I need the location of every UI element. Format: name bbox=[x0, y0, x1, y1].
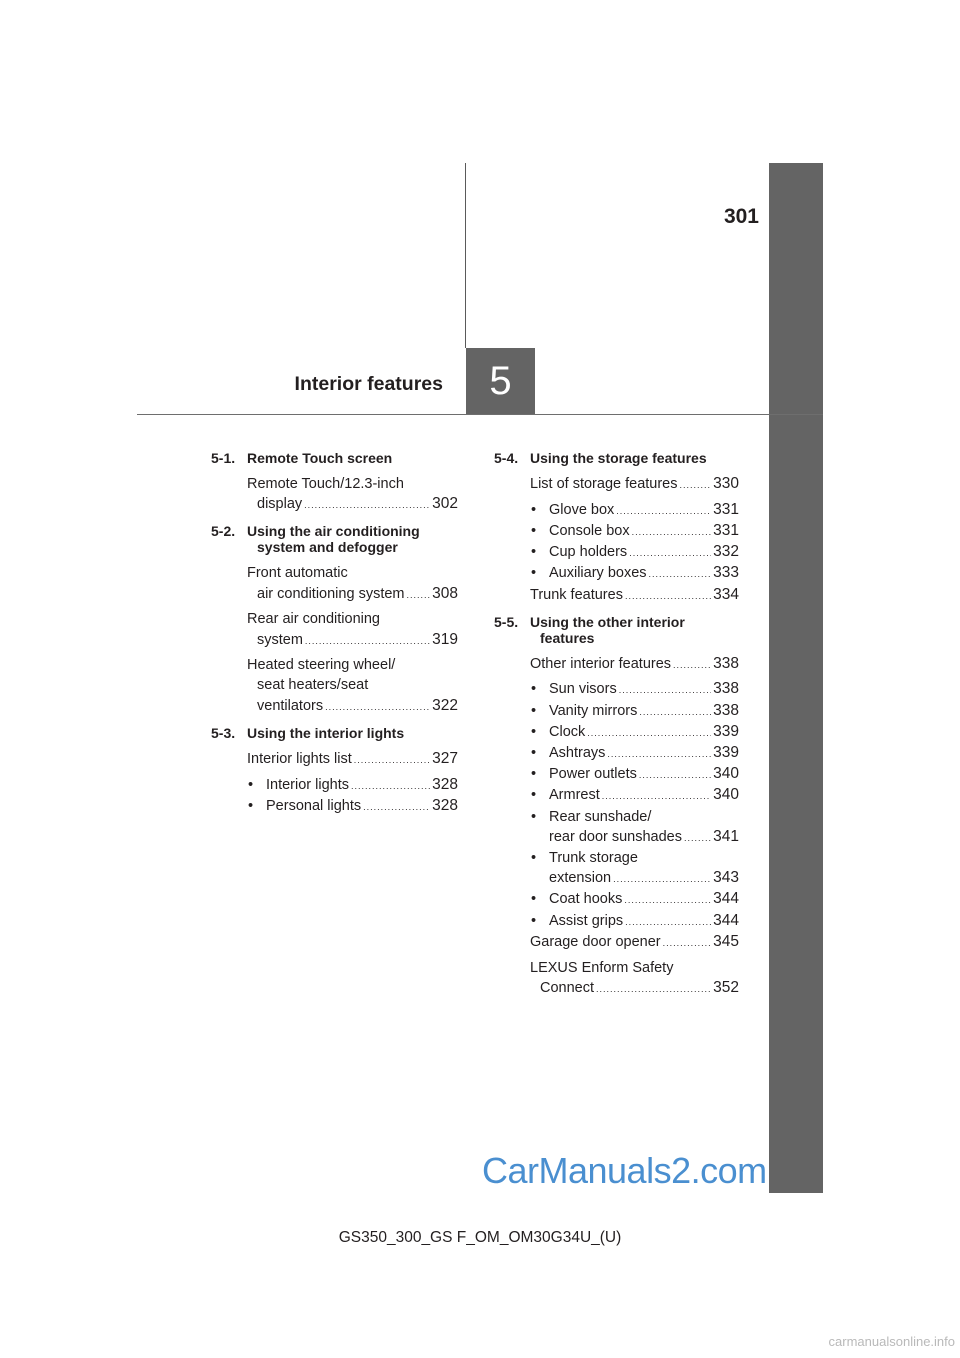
page-number: 301 bbox=[723, 205, 759, 228]
entry-page: 327 bbox=[432, 749, 458, 767]
entry-page: 338 bbox=[713, 680, 739, 698]
leader-dots bbox=[602, 786, 711, 806]
section-entries bbox=[247, 563, 458, 716]
entry-label-cont: extension bbox=[549, 870, 612, 887]
section-number: 5-5. bbox=[494, 613, 519, 630]
entry-label: Clock bbox=[549, 723, 586, 740]
entry-line bbox=[530, 764, 739, 785]
entry-label: Interior lights bbox=[266, 776, 350, 793]
entry-label: Remote Touch/12.3-inch bbox=[247, 476, 404, 492]
section-heading-row bbox=[211, 523, 458, 555]
toc-left-column bbox=[211, 450, 458, 825]
toc-entry[interactable] bbox=[530, 474, 739, 495]
entry-label: Power outlets bbox=[549, 766, 637, 783]
section-title: Using the storage features bbox=[530, 450, 707, 466]
entry-page: 340 bbox=[713, 786, 739, 804]
leader-dots bbox=[673, 655, 711, 675]
section-entries bbox=[530, 474, 739, 606]
leader-dots bbox=[305, 631, 430, 651]
entry-label: Ashtrays bbox=[549, 745, 606, 762]
section-title: Using the other interior bbox=[530, 613, 685, 630]
entry-label: Trunk storage bbox=[549, 850, 638, 867]
toc-sub-entry[interactable] bbox=[530, 701, 739, 722]
leader-dots bbox=[304, 495, 430, 515]
section-title: Using the air conditioning bbox=[247, 523, 420, 540]
entry-label: Trunk features bbox=[530, 586, 623, 603]
toc-entry[interactable] bbox=[530, 958, 739, 999]
entry-label-cont: seat heaters/seat bbox=[257, 677, 369, 694]
section-number: 5-3. bbox=[211, 724, 236, 741]
entry-line bbox=[247, 630, 458, 651]
bullet-icon: • bbox=[531, 891, 537, 908]
entry-line bbox=[530, 743, 739, 764]
entry-line bbox=[530, 827, 739, 848]
entry-page: 344 bbox=[713, 890, 739, 908]
entry-label: Coat hooks bbox=[549, 891, 623, 908]
entry-label: Assist grips bbox=[549, 912, 624, 929]
entry-line bbox=[247, 696, 458, 717]
section-entries bbox=[247, 749, 458, 817]
bullet-icon: • bbox=[531, 745, 537, 762]
section-title-block bbox=[247, 523, 458, 555]
entry-page: 308 bbox=[432, 584, 458, 602]
leader-dots bbox=[629, 543, 711, 563]
bullet-icon: • bbox=[531, 912, 537, 929]
entry-page: 345 bbox=[713, 932, 739, 950]
leader-dots bbox=[619, 680, 711, 700]
entry-line bbox=[530, 563, 739, 584]
entry-line bbox=[530, 848, 739, 868]
entry-line bbox=[530, 654, 739, 675]
entry-line bbox=[247, 584, 458, 605]
leader-dots bbox=[607, 744, 711, 764]
leader-dots bbox=[663, 933, 712, 953]
section-title-cont: features bbox=[540, 629, 595, 646]
entry-page: 338 bbox=[713, 701, 739, 719]
toc-entry[interactable] bbox=[247, 749, 458, 770]
leader-dots bbox=[639, 702, 711, 722]
bullet-icon: • bbox=[531, 702, 537, 719]
entry-page: 330 bbox=[713, 475, 739, 492]
leader-dots bbox=[613, 869, 711, 889]
toc-sub-entry[interactable] bbox=[530, 679, 739, 700]
entry-page: 332 bbox=[713, 543, 739, 561]
entry-line bbox=[530, 807, 739, 827]
entry-label: Glove box bbox=[549, 501, 615, 518]
toc-sub-entry[interactable] bbox=[530, 743, 739, 764]
entry-line bbox=[530, 585, 739, 606]
leader-dots bbox=[407, 585, 431, 605]
entry-line bbox=[247, 655, 458, 675]
bullet-icon: • bbox=[531, 723, 537, 740]
entry-label: Front automatic bbox=[247, 565, 348, 582]
entry-line bbox=[530, 868, 739, 889]
entry-label-cont: ventilators bbox=[257, 697, 324, 714]
entry-page: 352 bbox=[713, 978, 739, 996]
section-number: 5-1. bbox=[211, 450, 236, 466]
entry-label: List of storage features bbox=[530, 476, 678, 492]
toc-sub-entry[interactable] bbox=[247, 775, 458, 796]
chapter-number: 5 bbox=[489, 358, 512, 403]
toc-entry[interactable] bbox=[530, 932, 739, 953]
entry-page: 322 bbox=[432, 696, 458, 714]
section-number: 5-4. bbox=[494, 450, 519, 466]
leader-dots bbox=[684, 828, 711, 848]
entry-page: 343 bbox=[713, 869, 739, 887]
section-heading-row bbox=[494, 450, 739, 466]
entry-line bbox=[530, 911, 739, 932]
toc-sub-entry[interactable] bbox=[530, 542, 739, 563]
toc-sub-entry[interactable] bbox=[530, 889, 739, 910]
entry-label-cont: display bbox=[257, 496, 303, 513]
entry-page: 339 bbox=[713, 722, 739, 740]
entry-label-cont: rear door sunshades bbox=[549, 828, 682, 845]
bullet-icon: • bbox=[531, 681, 537, 698]
leader-dots bbox=[625, 586, 711, 606]
toc-right-column bbox=[494, 450, 739, 1007]
leader-dots bbox=[649, 564, 712, 584]
toc-entry[interactable] bbox=[247, 474, 458, 515]
entry-page: 319 bbox=[432, 630, 458, 648]
bullet-icon: • bbox=[531, 787, 537, 804]
entry-label: Personal lights bbox=[266, 797, 362, 814]
entry-page: 328 bbox=[432, 775, 458, 793]
entry-page: 340 bbox=[713, 765, 739, 783]
section-title: Using the interior lights bbox=[247, 724, 405, 741]
entry-line bbox=[530, 474, 739, 495]
section-title-block bbox=[247, 725, 458, 741]
divider-vertical bbox=[465, 163, 466, 348]
bullet-icon: • bbox=[248, 797, 254, 814]
entry-page: 334 bbox=[713, 585, 739, 603]
bullet-icon: • bbox=[531, 522, 537, 539]
toc-entry[interactable] bbox=[530, 654, 739, 675]
entry-line bbox=[247, 675, 458, 695]
entry-label: LEXUS Enform Safety bbox=[530, 959, 674, 976]
leader-dots bbox=[680, 475, 712, 495]
entry-page: 331 bbox=[713, 500, 739, 518]
entry-label-cont: Connect bbox=[540, 979, 595, 996]
section-entries bbox=[247, 474, 458, 515]
bullet-icon: • bbox=[531, 501, 537, 518]
toc-sub-entry[interactable] bbox=[530, 722, 739, 743]
toc-entry[interactable] bbox=[530, 585, 739, 606]
leader-dots bbox=[325, 697, 430, 717]
leader-dots bbox=[363, 797, 430, 817]
chapter-number-box bbox=[466, 348, 535, 414]
section-title: Remote Touch screen bbox=[247, 450, 393, 466]
footer-code: GS350_300_GS F_OM_OM30G34U_(U) bbox=[338, 1229, 622, 1246]
entry-line bbox=[247, 796, 458, 817]
bullet-icon: • bbox=[531, 544, 537, 561]
divider-horizontal bbox=[137, 414, 823, 415]
entry-label: Heated steering wheel/ bbox=[247, 657, 396, 674]
toc-sub-entry[interactable] bbox=[530, 563, 739, 584]
entry-line bbox=[530, 521, 739, 542]
toc-section-heading bbox=[211, 725, 458, 741]
leader-dots bbox=[616, 501, 711, 521]
entry-line bbox=[247, 749, 458, 770]
entry-page: 331 bbox=[713, 521, 739, 539]
entry-line bbox=[530, 679, 739, 700]
entry-line bbox=[530, 542, 739, 563]
leader-dots bbox=[354, 750, 430, 770]
toc-entry[interactable] bbox=[247, 609, 458, 650]
leader-dots bbox=[625, 912, 711, 932]
leader-dots bbox=[639, 765, 711, 785]
watermark-footer: carmanualsonline.info bbox=[828, 1334, 955, 1349]
entry-line bbox=[530, 722, 739, 743]
entry-page: 341 bbox=[713, 827, 739, 845]
section-entries bbox=[530, 654, 739, 999]
chapter-title: Interior features bbox=[294, 373, 443, 395]
leader-dots bbox=[624, 890, 711, 910]
section-title-block bbox=[247, 450, 458, 466]
section-title-block bbox=[530, 614, 739, 646]
section-heading-row bbox=[211, 450, 458, 466]
entry-label: Other interior features bbox=[530, 655, 672, 672]
toc-sub-entry[interactable] bbox=[530, 500, 739, 521]
entry-page: 302 bbox=[432, 495, 458, 513]
entry-label: Vanity mirrors bbox=[549, 702, 638, 719]
section-heading-row bbox=[494, 614, 739, 646]
bullet-icon: • bbox=[531, 766, 537, 783]
leader-dots bbox=[596, 979, 711, 999]
chapter-tab-bar bbox=[769, 163, 823, 1193]
entry-page: 333 bbox=[713, 564, 739, 582]
leader-dots bbox=[351, 776, 430, 796]
section-number: 5-2. bbox=[211, 523, 236, 540]
entry-page: 328 bbox=[432, 796, 458, 814]
entry-page: 338 bbox=[713, 654, 739, 672]
toc-section-heading bbox=[494, 450, 739, 466]
entry-label: Rear air conditioning bbox=[247, 611, 380, 628]
entry-line bbox=[247, 775, 458, 796]
entry-line bbox=[530, 701, 739, 722]
entry-line bbox=[530, 932, 739, 953]
toc-entry[interactable] bbox=[247, 563, 458, 604]
entry-label: Rear sunshade/ bbox=[549, 808, 652, 825]
toc-sub-entry[interactable] bbox=[530, 848, 739, 889]
entry-label-cont: air conditioning system bbox=[257, 585, 405, 602]
toc-sub-entry[interactable] bbox=[530, 764, 739, 785]
bullet-icon: • bbox=[531, 850, 537, 867]
entry-page: 339 bbox=[713, 744, 739, 762]
entry-label: Sun visors bbox=[549, 681, 617, 698]
toc-sub-entry[interactable] bbox=[530, 785, 739, 806]
entry-line bbox=[530, 889, 739, 910]
entry-label: Console box bbox=[549, 522, 630, 539]
entry-line bbox=[247, 474, 458, 494]
section-heading-row bbox=[211, 725, 458, 741]
entry-line bbox=[530, 978, 739, 999]
entry-line bbox=[530, 785, 739, 806]
entry-label: Armrest bbox=[549, 787, 600, 804]
entry-line bbox=[530, 500, 739, 521]
entry-line bbox=[247, 494, 458, 515]
toc-section-heading bbox=[494, 614, 739, 646]
entry-line bbox=[530, 958, 739, 978]
toc-entry[interactable] bbox=[247, 655, 458, 717]
section-title-block bbox=[530, 450, 739, 466]
toc-sub-entry[interactable] bbox=[530, 911, 739, 932]
entry-label: Garage door opener bbox=[530, 933, 661, 950]
section-title-cont: system and defogger bbox=[257, 539, 398, 556]
entry-page: 344 bbox=[713, 911, 739, 929]
toc-section-heading bbox=[211, 450, 458, 466]
bullet-icon: • bbox=[531, 565, 537, 582]
entry-label-cont: system bbox=[257, 631, 303, 648]
watermark-logo: CarManuals2.com bbox=[482, 1150, 767, 1191]
entry-label: Interior lights list bbox=[247, 750, 352, 767]
entry-label: Auxiliary boxes bbox=[549, 565, 647, 582]
toc-sub-entry[interactable] bbox=[530, 807, 739, 848]
entry-line bbox=[247, 563, 458, 583]
leader-dots bbox=[632, 522, 712, 542]
entry-label: Cup holders bbox=[549, 544, 628, 561]
entry-line bbox=[247, 609, 458, 629]
leader-dots bbox=[587, 723, 711, 743]
bullet-icon: • bbox=[531, 808, 537, 825]
toc-sub-entry[interactable] bbox=[530, 521, 739, 542]
bullet-icon: • bbox=[248, 776, 254, 793]
toc-section-heading bbox=[211, 523, 458, 555]
toc-sub-entry[interactable] bbox=[247, 796, 458, 817]
